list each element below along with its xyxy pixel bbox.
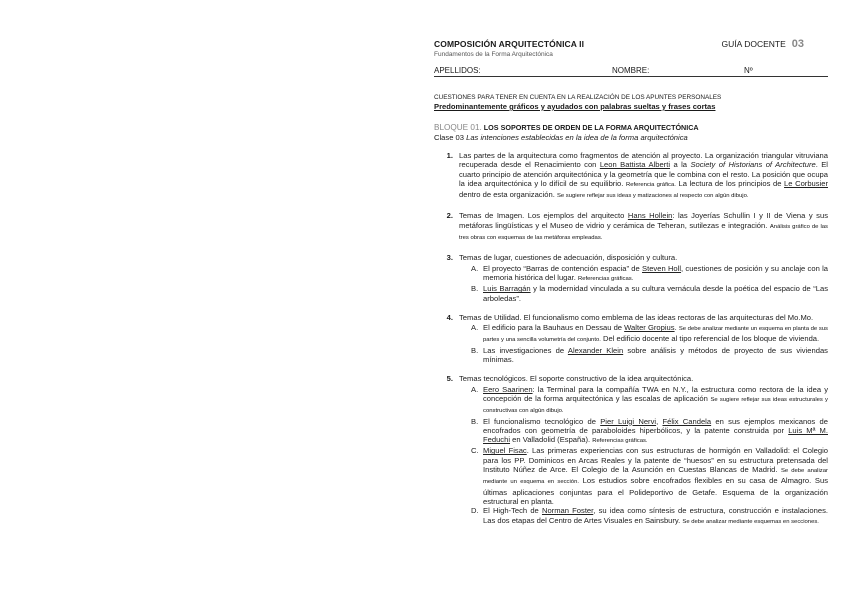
sub-text <box>483 506 828 527</box>
architect-link[interactable]: Steven Holl <box>642 263 682 273</box>
item-text <box>459 211 828 243</box>
apellidos-label: APELLIDOS: <box>434 66 481 75</box>
bloque-number: BLOQUE 01. <box>434 123 482 132</box>
text-span: , <box>656 416 663 426</box>
architect-link[interactable]: Eero Saarinen <box>483 384 533 394</box>
list-item <box>434 374 828 526</box>
architect-link[interactable]: Félix Candela <box>662 416 712 426</box>
bloque-title: LOS SOPORTES DE ORDEN DE LA FORMA ARQUITECTÓNICA <box>481 123 699 132</box>
sub-text <box>483 417 828 447</box>
text-span: en sus ejemplos mexicanos de encofrados con geometría de paraboloides hiperbólicos, y la patente construida por <box>483 416 828 435</box>
text-span: Las investigaciones de <box>483 345 568 355</box>
cuestiones-subtitle: Predominantemente gráficos y ayudados con palabras sueltas y frases cortas <box>434 102 716 111</box>
guide-text: GUÍA DOCENTE <box>721 39 786 49</box>
sub-item <box>471 264 828 285</box>
text-span: Los estudios sobre encofrados flexibles en su casa de Almagro. Sus últimas aplicaciones conjuntas para el Polideportivo de Getafe. Esquema de la organización estructural en planta. <box>483 476 828 506</box>
item-text <box>459 253 828 302</box>
text-span: El proyecto “Barras de contención espacia” de <box>483 263 643 273</box>
architect-link[interactable]: Luis Mª M. Feduchi <box>483 425 828 445</box>
sub-item <box>471 323 828 346</box>
text-span: en Valladolid (España). <box>510 435 593 445</box>
architect-link[interactable]: Alexander Klein <box>567 345 624 355</box>
text-span: Temas de Imagen. Los ejemplos del arquitecto <box>459 211 628 221</box>
list-item <box>434 253 828 302</box>
note-text: Se debe analizar mediante esquemas en secciones. <box>682 518 819 525</box>
sub-text <box>483 346 828 365</box>
sub-letter: A. <box>471 384 479 394</box>
text-span: : las Joyerías Schullin I y II de Viena y sus metáforas lingüísticas y el Museo de vidrio y cerámica de Teheran, sutilezas e integración. <box>459 211 828 230</box>
note-text: Referencias gráficas. <box>592 438 648 445</box>
text-span: El High-Tech de <box>483 506 542 516</box>
course-subtitle: Fundamentos de la Forma Arquitectónica <box>434 51 553 58</box>
sub-item <box>471 446 828 506</box>
cuestiones-title: CUESTIONES PARA TENER EN CUENTA EN LA REALIZACIÓN DE LOS APUNTES PERSONALES <box>434 94 722 101</box>
item-heading: Temas tecnológicos. El soporte constructivo de la idea arquitectónica. <box>459 374 694 384</box>
clase-label: Clase 03 <box>434 133 467 142</box>
nombre-label: NOMBRE: <box>612 66 650 75</box>
student-fields <box>434 66 828 77</box>
item-number: 5. <box>446 374 453 384</box>
sub-letter: B. <box>471 416 479 426</box>
item-number: 1. <box>446 151 453 160</box>
sub-letter: A. <box>471 263 479 273</box>
document-header <box>434 38 828 50</box>
list-item <box>434 313 828 364</box>
sub-item <box>471 385 828 417</box>
text-span: : la Terminal para la compañía TWA en N.Y., la estructura como rectora de la idea y concepción de la forma arquitectónica y las escalas de aplicación <box>483 384 828 403</box>
list-item <box>434 211 828 243</box>
sub-text <box>483 284 828 303</box>
sub-letter: B. <box>471 345 479 355</box>
sub-text <box>483 385 828 417</box>
item-text <box>459 313 828 364</box>
note-text: Se sugiere reflejar sus ideas y matizaciones al respecto con algún dibujo. <box>556 193 749 200</box>
architect-link[interactable]: Luis Barragán <box>483 284 531 294</box>
item-text <box>459 151 828 201</box>
note-text: Se sugiere reflejar sus ideas estructurales y constructivas con algún dibujo. <box>483 396 828 415</box>
item-number: 4. <box>446 312 453 322</box>
italic-span: Society of Historians of Architecture <box>690 160 816 170</box>
architect-link[interactable]: Le Corbusier <box>784 178 828 188</box>
architect-link[interactable]: Miguel Fisac <box>483 446 527 456</box>
text-span: El edificio para la Bauhaus en Dessau de <box>483 323 625 333</box>
architect-link[interactable]: Pier Luigi Nervi <box>600 416 657 426</box>
list-item <box>434 151 828 201</box>
sub-item <box>471 417 828 447</box>
guide-label <box>722 38 804 50</box>
text-span: a la <box>670 160 691 170</box>
sub-letter: B. <box>471 284 479 294</box>
sub-list <box>471 264 828 303</box>
topic-list <box>434 151 828 527</box>
text-span: , su idea como síntesis de estructura, construcción e instalaciones. Las dos etapas del Centro de Artes Visuales en Sainsbury. <box>483 506 828 525</box>
architect-link[interactable]: Norman Foster <box>541 506 594 516</box>
item-heading: Temas de Utilidad. El funcionalismo como emblema de las ideas rectoras de las arquitecturas del Mo.Mo. <box>459 312 814 322</box>
text-span: La lectura de los principios de <box>675 178 785 188</box>
note-text: Análisis gráfico de las tres obras con esquemas de las metáforas empleadas. <box>459 223 828 242</box>
sub-item <box>471 506 828 527</box>
sub-text <box>483 323 828 346</box>
item-number: 2. <box>446 211 453 221</box>
text-span: Las partes de la arquitectura como fragmentos de atención al proyecto. La organización triangular vitruviana recuperada desde el Renacimiento con <box>459 151 828 170</box>
note-text: Se debe analizar mediante un esquema en planta de sus partes y una sencilla volumetría del conjunto. <box>483 326 829 344</box>
sub-text <box>483 264 828 285</box>
architect-link[interactable]: Leon Battista Alberti <box>599 160 671 170</box>
sub-text <box>483 446 828 506</box>
item-heading: Temas de lugar, cuestiones de adecuación, disposición y cultura. <box>459 253 678 263</box>
text-span: dentro de esta organización. <box>459 190 557 200</box>
sub-letter: A. <box>471 323 479 333</box>
text-span: , cuestiones de posición y su anclaje con la memoria histórica del lugar. <box>483 263 828 282</box>
sub-item <box>471 346 828 365</box>
note-text: Referencias gráficas. <box>577 275 634 282</box>
text-span: . Las primeras experiencias con sus estructuras de hormigón en Valladolid: el Colegio para los PP. Dominicos en Arcas Reales y la patente de “huesos” en su estructura pretensada del Instituto Núñez de Arce. El Colegio de la Asunción en Cuestas Blancas de Madrid. <box>483 446 828 475</box>
sub-letter: D. <box>471 506 479 516</box>
sub-list <box>471 323 828 364</box>
course-title: COMPOSICIÓN ARQUITECTÓNICA II <box>434 39 585 49</box>
clase-title: Las intenciones establecidas en la idea de la forma arquitectónica <box>466 133 688 142</box>
text-span: . <box>674 323 679 333</box>
architect-link[interactable]: Walter Gropius <box>624 323 675 333</box>
note-text: Se debe analizar mediante un esquema en sección. <box>483 468 828 486</box>
numero-label: Nº <box>744 66 753 75</box>
item-text <box>459 374 828 526</box>
text-span: sobre análisis y métodos de proyecto de sus viviendas mínimas. <box>483 345 828 365</box>
text-span: y la modernidad vinculada a su cultura vernácula desde la poética del espacio de “Las arboledas”. <box>483 284 829 303</box>
note-text: Referencia gráfica. <box>625 181 676 188</box>
text-span: Del edificio docente al tipo referencial de los bloque de vivienda. <box>600 334 820 344</box>
bloque-heading <box>434 123 828 132</box>
item-number: 3. <box>446 253 453 263</box>
guide-number: 03 <box>791 38 804 50</box>
text-span: El funcionalismo tecnológico de <box>483 416 601 426</box>
document-page <box>434 38 828 537</box>
architect-link[interactable]: Hans Hollein <box>627 211 673 221</box>
sub-list <box>471 385 828 527</box>
clase-line <box>434 133 828 142</box>
sub-item <box>471 284 828 303</box>
sub-letter: C. <box>471 446 479 456</box>
text-span: . El cuarto principio de atención arquitectónica y la geometría que le combina con el resto. La posición que ocupa la idea arquitectónica y lo difícil de su equilibrio. <box>459 160 828 188</box>
